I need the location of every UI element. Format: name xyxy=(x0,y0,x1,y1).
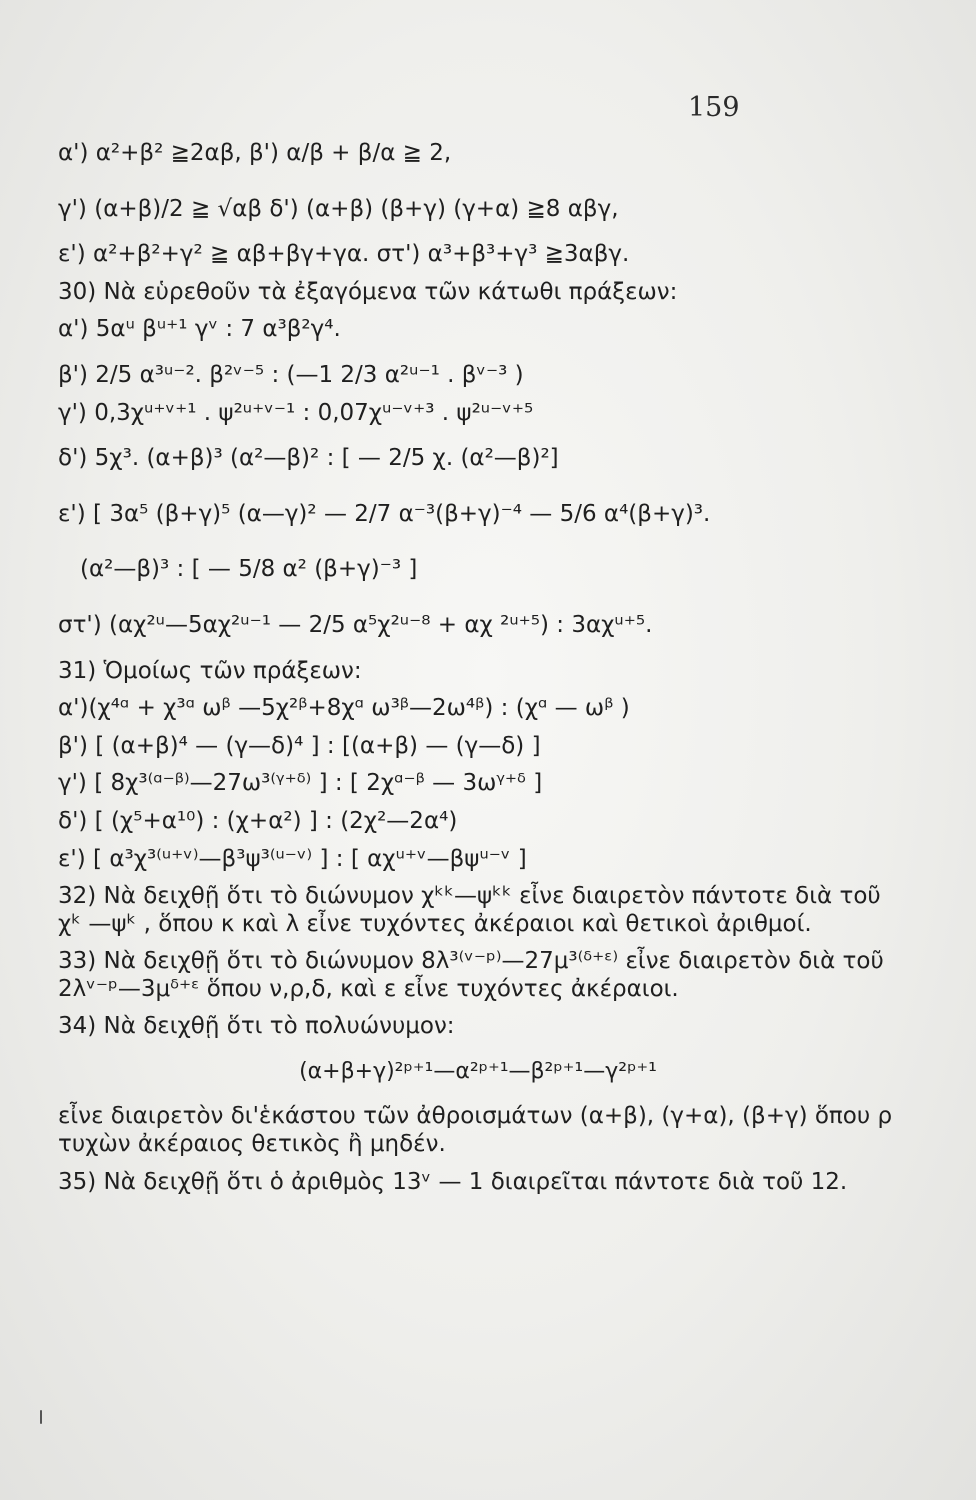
exercise-31-a: α')(χ⁴ᵅ + χ³ᵅ ωᵝ —5χ²ᵝ+8χᵅ ω³ᵝ—2ω⁴ᵝ) : (χᵅ — ωᵝ ) xyxy=(58,695,630,722)
exercise-30-e: ε') [ 3α⁵ (β+γ)⁵ (α—γ)² — 2/7 α⁻³(β+γ)⁻⁴ — 5/6 α⁴(β+γ)³. xyxy=(58,500,711,527)
exercise-30-e-continued: (α²—β)³ : [ — 5/8 α² (β+γ)⁻³ ] xyxy=(80,556,418,583)
exercise-33: 33) Νὰ δειχθῇ ὅτι τὸ διώνυμον 8λ³⁽ᵛ⁻ᵖ⁾—27μ³⁽ᵟ⁺ᵋ⁾ εἶνε διαιρετὸν διὰ τοῦ 2λᵛ⁻ᵖ—3μᵟ⁺ᵋ ὅπου ν,ρ,δ, καὶ ε εἶνε τυχόντες ἀκέραιοι. xyxy=(58,948,884,1002)
exercise-31-b: β') [ (α+β)⁴ — (γ—δ)⁴ ] : [(α+β) — (γ—δ) ] xyxy=(58,732,541,759)
exercise-32: 32) Νὰ δειχθῇ ὅτι τὸ διώνυμον χᵏᵏ—ψᵏᵏ εἶνε διαιρετὸν πάντοτε διὰ τοῦ χᵏ —ψᵏ , ὅπου κ καὶ λ εἶνε τυχόντες ἀκέραιοι καὶ θετικοὶ ἀριθμοί. xyxy=(58,883,881,937)
exercise-31-e: ε') [ α³χ³⁽ᵘ⁺ᵛ⁾—β³ψ³⁽ᵘ⁻ᵛ⁾ ] : [ αχᵘ⁺ᵛ—βψᵘ⁻ᵛ ] xyxy=(58,845,527,872)
inequality-line-3: ε') α²+β²+γ² ≧ αβ+βγ+γα. στ') α³+β³+γ³ ≧3αβγ. xyxy=(58,241,630,268)
exercise-30-a: α') 5αᵘ βᵘ⁺¹ γᵛ : 7 α³β²γ⁴. xyxy=(58,316,341,343)
exercise-34-continued: εἶνε διαιρετὸν δι'ἑκάστου τῶν ἀθροισμάτων (α+β), (γ+α), (β+γ) ὅπου ρ τυχὼν ἀκέραιος θετικὸς ἢ μηδέν. xyxy=(58,1103,893,1158)
inequality-line-2: γ') (α+β)/2 ≧ √αβ δ') (α+β) (β+γ) (γ+α) ≧8 αβγ, xyxy=(58,195,619,222)
exercise-35: 35) Νὰ δειχθῇ ὅτι ὁ ἀριθμὸς 13ᵛ — 1 διαιρεῖται πάντοτε διὰ τοῦ 12. xyxy=(58,1168,848,1195)
exercise-31-d: δ') [ (χ⁵+α¹⁰) : (χ+α²) ] : (2χ²—2α⁴) xyxy=(58,807,458,834)
page-content xyxy=(58,140,898,1196)
exercise-30-heading: 30) Νὰ εὑρεθοῦν τὰ ἐξαγόμενα τῶν κάτωθι πράξεων: xyxy=(58,278,678,305)
exercise-34-polynomial: (α+β+γ)²ᵖ⁺¹—α²ᵖ⁺¹—β²ᵖ⁺¹—γ²ᵖ⁺¹ xyxy=(299,1059,657,1085)
exercise-31-c: γ') [ 8χ³⁽ᵅ⁻ᵝ⁾—27ω³⁽ᵞ⁺ᵟ⁾ ] : [ 2χᵅ⁻ᵝ — 3ωᵞ⁺ᵟ ] xyxy=(58,770,543,797)
exercise-34: 34) Νὰ δειχθῇ ὅτι τὸ πολυώνυμον: xyxy=(58,1013,455,1040)
exercise-30-d: δ') 5χ³. (α+β)³ (α²—β)² : [ — 2/5 χ. (α²—β)²] xyxy=(58,445,559,472)
exercise-30-b: β') 2/5 α³ᵘ⁻². β²ᵛ⁻⁵ : (—1 2/3 α²ᵘ⁻¹ . βᵛ⁻³ ) xyxy=(58,361,524,388)
exercise-30-f: στ') (αχ²ᵘ—5αχ²ᵘ⁻¹ — 2/5 α⁵χ²ᵘ⁻⁸ + αχ ²ᵘ⁺⁵) : 3αχᵘ⁺⁵. xyxy=(58,611,653,638)
exercise-30-c: γ') 0,3χᵘ⁺ᵛ⁺¹ . ψ²ᵘ⁺ᵛ⁻¹ : 0,07χᵘ⁻ᵛ⁺³ . ψ²ᵘ⁻ᵛ⁺⁵ xyxy=(58,399,534,426)
inequality-line-1: α') α²+β² ≧2αβ, β') α/β + β/α ≧ 2, xyxy=(58,140,452,166)
page-number: 159 xyxy=(688,92,740,123)
scan-mark xyxy=(40,1410,42,1424)
exercise-31-heading: 31) Ὁμοίως τῶν πράξεων: xyxy=(58,657,362,684)
